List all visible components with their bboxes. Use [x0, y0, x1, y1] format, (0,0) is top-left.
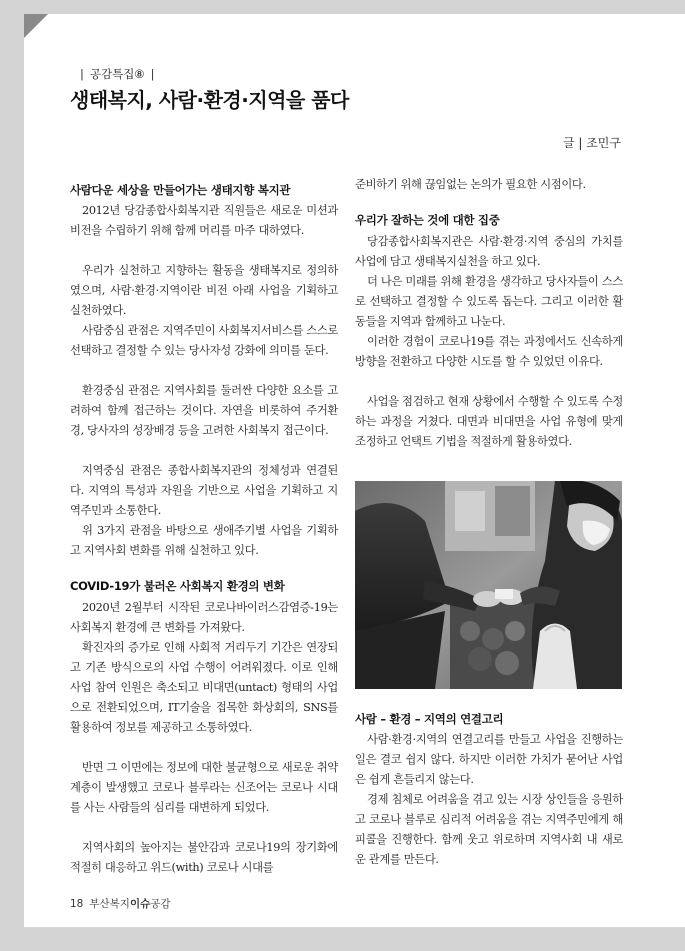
paragraph: 우리가 실천하고 지향하는 활동을 생태복지로 정의하였으며, 사람·환경·지역이란 비전 아래 사업을 기획하고 실천하였다. [70, 264, 338, 317]
section-kicker: | 공감특집⑧ | [80, 67, 155, 81]
page-number: 18 [70, 898, 84, 910]
section-heading-covid: COVID-19가 불러온 사회복지 환경의 변화 [70, 579, 285, 593]
article-byline: 글 | 조민구 [562, 136, 621, 150]
paragraph: 지역사회의 높아지는 불안감과 코로나19의 장기화에 적절히 대응하고 위드(with) 코로나 시대를 [70, 841, 338, 874]
section-heading-focus: 우리가 잘하는 것에 대한 집중 [355, 213, 500, 227]
paragraph: 이러한 경험이 코로나19를 겪는 과정에서도 신속하게 방향을 전환하고 다양한 시도를 할 수 있었던 이유다. [355, 335, 623, 368]
publication-bold: 이슈 [129, 898, 151, 910]
page-corner-mark [24, 14, 48, 38]
paragraph: 위 3가지 관점을 바탕으로 생애주기별 사업을 기획하고 지역사회 변화를 위해 실천하고 있다. [70, 524, 338, 557]
document-page [24, 14, 685, 927]
page-footer [70, 896, 171, 911]
paragraph: 2020년 2월부터 시작된 코로나바이러스감염증-19는 사회복지 환경에 큰 변화를 가져왔다. [70, 601, 338, 634]
paragraph: 사람·환경·지역의 연결고리를 만들고 사업을 진행하는 일은 결코 쉽지 않다. 하지만 이러한 가치가 묻어난 사업은 쉽게 흔들리지 않는다. [355, 733, 623, 786]
paragraph-continuation: 준비하기 위해 끊임없는 논의가 필요한 시점이다. [355, 178, 586, 191]
paragraph: 지역중심 관점은 종합사회복지관의 정체성과 연결된다. 지역의 특성과 자원을 기반으로 사업을 기획하고 지역주민과 소통한다. [70, 464, 338, 517]
market-photo [355, 481, 622, 689]
section-heading-connection: 사람 – 환경 – 지역의 연결고리 [355, 712, 504, 726]
article-title: 생태복지, 사람·환경·지역을 품다 [70, 88, 349, 112]
market-photo-illustration [355, 481, 622, 689]
paragraph: 환경중심 관점은 지역사회를 둘러싼 다양한 요소를 고려하여 함께 접근하는 것이다. 자연을 비롯하여 주거환경, 당사자의 성장배경 등을 고려한 사회복지 접근이다. [70, 384, 338, 437]
section-heading-ecology: 사람다운 세상을 만들어가는 생태지향 복지관 [70, 183, 291, 197]
paragraph: 사업을 점검하고 현재 상황에서 수행할 수 있도록 수정하는 과정을 거쳤다. 대면과 비대면을 사업 유형에 맞게 조정하고 언택트 기법을 적절하게 활용하였다. [355, 395, 623, 448]
paragraph: 사람중심 관점은 지역주민이 사회복지서비스를 스스로 선택하고 결정할 수 있는 당사자성 강화에 의미를 둔다. [70, 324, 338, 357]
paragraph: 더 나은 미래를 위해 환경을 생각하고 당사자들이 스스로 선택하고 결정할 수 있도록 돕는다. 그리고 이러한 활동들을 지역과 함께하고 나눈다. [355, 275, 623, 328]
paragraph: 당감종합사회복지관은 사람·환경·지역 중심의 가치를 사업에 담고 생태복지실천을 하고 있다. [355, 235, 623, 268]
paragraph: 2012년 당감종합사회복지관 직원들은 새로운 미션과 비전을 수립하기 위해 함께 머리를 마주 대하였다. [70, 204, 338, 237]
publication-suffix: 공감 [150, 898, 171, 910]
paragraph: 확진자의 증가로 인해 사회적 거리두기 기간은 연장되고 기존 방식으로의 사업 수행이 어려워졌다. 이로 인해 사업 참여 인원은 축소되고 비대면(untact) 형태의 사업으로 전환되었으며, IT기술을 접목한 화상회의, SNS를 활용하여 정보를 제공하고 소통하였다. [70, 641, 338, 734]
paragraph: 경제 침체로 어려움을 겪고 있는 시장 상인들을 응원하고 코로나 블루로 심리적 어려움을 겪는 지역주민에게 해피콜을 진행한다. 함께 웃고 위로하며 지역사회 내 새로운 관계를 만든다. [355, 793, 623, 866]
paragraph: 반면 그 이면에는 정보에 대한 불균형으로 새로운 취약계층이 발생했고 코로나 블루라는 신조어는 코로나 시대를 사는 사람들의 심리를 대변하게 되었다. [70, 761, 338, 814]
publication-prefix: 부산복지 [89, 898, 130, 910]
kicker-text: 공감특집⑧ [89, 67, 145, 81]
